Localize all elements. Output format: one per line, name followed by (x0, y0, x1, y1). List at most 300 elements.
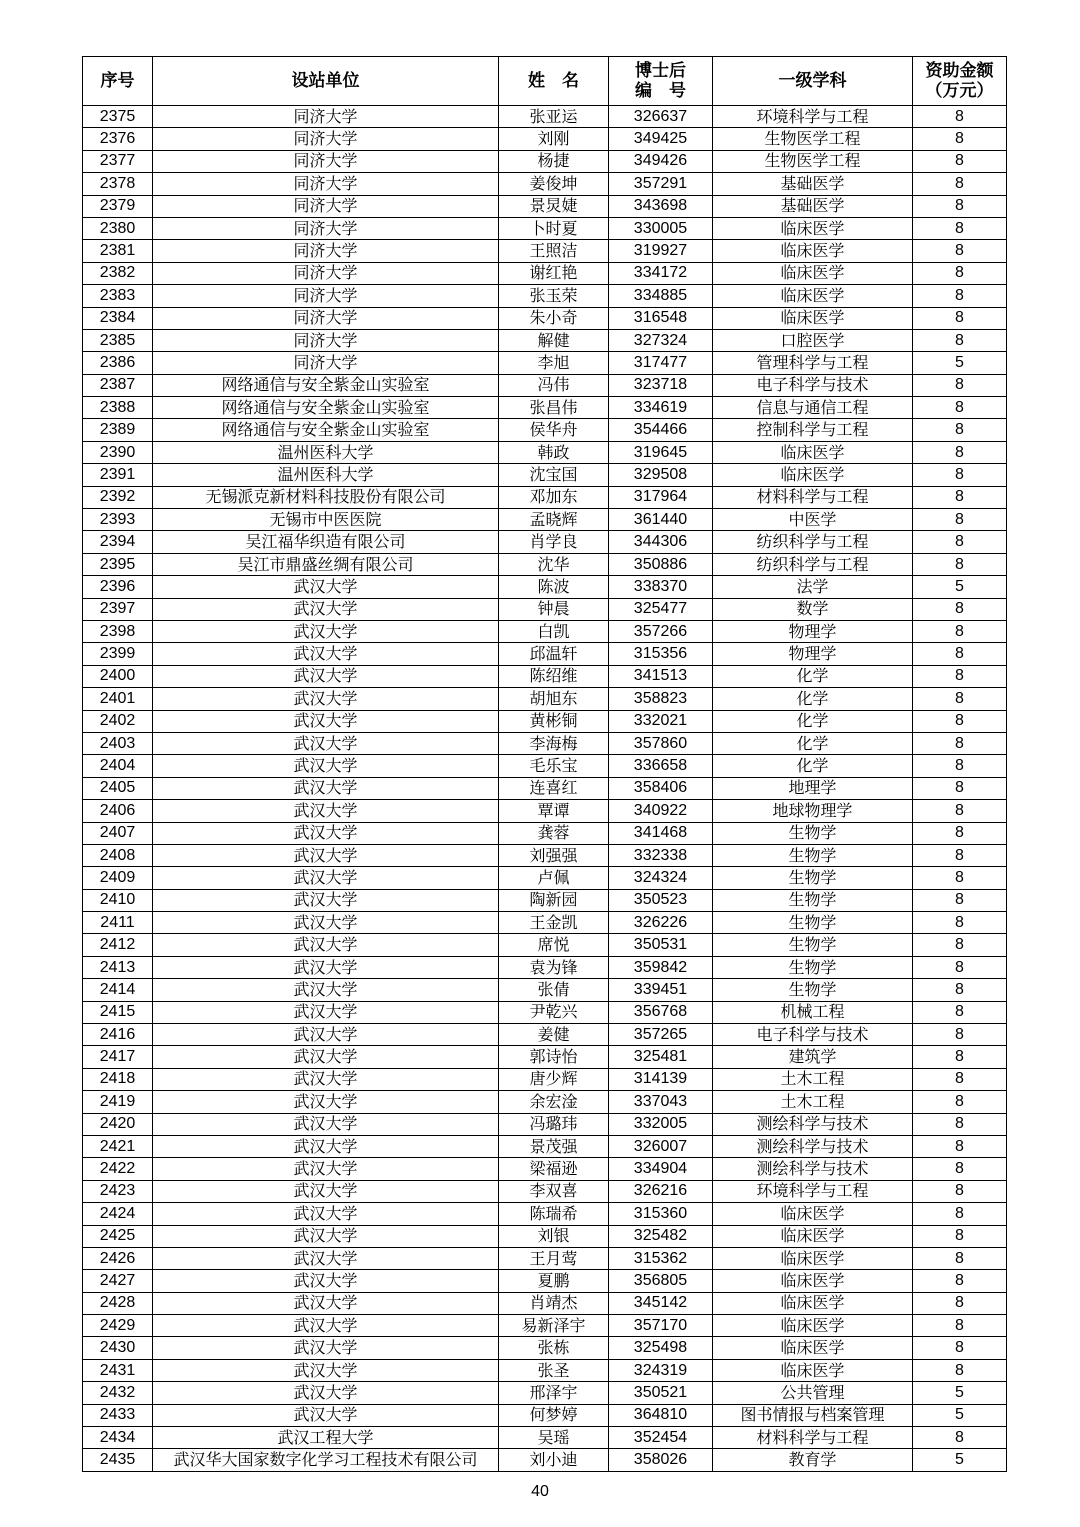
cell-unit: 无锡市中医医院 (153, 509, 499, 531)
cell-postdoc-id: 356768 (609, 1001, 713, 1023)
cell-seq: 2387 (83, 374, 153, 396)
table-row (83, 441, 1007, 463)
cell-discipline: 生物学 (713, 844, 913, 866)
cell-postdoc-id: 357291 (609, 173, 713, 195)
cell-discipline: 信息与通信工程 (713, 397, 913, 419)
cell-seq: 2376 (83, 128, 153, 150)
cell-name: 刘强强 (499, 844, 609, 866)
cell-seq: 2401 (83, 688, 153, 710)
table-row (83, 710, 1007, 732)
cell-postdoc-id: 340922 (609, 800, 713, 822)
cell-amount: 8 (913, 1292, 1007, 1314)
cell-unit: 武汉大学 (153, 598, 499, 620)
cell-discipline: 化学 (713, 688, 913, 710)
cell-postdoc-id: 358026 (609, 1449, 713, 1471)
cell-unit: 温州医科大学 (153, 464, 499, 486)
cell-unit: 武汉大学 (153, 1068, 499, 1090)
cell-amount: 8 (913, 800, 1007, 822)
cell-name: 姜俊坤 (499, 173, 609, 195)
cell-seq: 2394 (83, 531, 153, 553)
table-row (83, 217, 1007, 239)
cell-amount: 8 (913, 441, 1007, 463)
cell-seq: 2433 (83, 1404, 153, 1426)
cell-unit: 同济大学 (153, 150, 499, 172)
cell-unit: 武汉大学 (153, 1225, 499, 1247)
table-row (83, 329, 1007, 351)
cell-discipline: 建筑学 (713, 1046, 913, 1068)
cell-discipline: 临床医学 (713, 1292, 913, 1314)
table-row (83, 800, 1007, 822)
table-row (83, 1091, 1007, 1113)
table-row (83, 889, 1007, 911)
cell-amount: 8 (913, 374, 1007, 396)
cell-name: 王月莺 (499, 1247, 609, 1269)
cell-postdoc-id: 332005 (609, 1113, 713, 1135)
cell-discipline: 纺织科学与工程 (713, 553, 913, 575)
cell-discipline: 临床医学 (713, 464, 913, 486)
cell-postdoc-id: 357170 (609, 1315, 713, 1337)
cell-amount: 8 (913, 1024, 1007, 1046)
cell-name: 席悦 (499, 934, 609, 956)
table-row (83, 173, 1007, 195)
header-amount-line2: （万元） (925, 81, 994, 100)
cell-postdoc-id: 337043 (609, 1091, 713, 1113)
cell-name: 张昌伟 (499, 397, 609, 419)
cell-name: 沈华 (499, 553, 609, 575)
cell-name: 李旭 (499, 352, 609, 374)
cell-name: 郭诗怡 (499, 1046, 609, 1068)
cell-postdoc-id: 357265 (609, 1024, 713, 1046)
cell-discipline: 材料科学与工程 (713, 486, 913, 508)
table-row (83, 732, 1007, 754)
cell-amount: 8 (913, 889, 1007, 911)
cell-name: 李双喜 (499, 1180, 609, 1202)
table-row (83, 128, 1007, 150)
cell-amount: 8 (913, 195, 1007, 217)
cell-seq: 2377 (83, 150, 153, 172)
cell-name: 毛乐宝 (499, 755, 609, 777)
table-row (83, 1359, 1007, 1381)
cell-postdoc-id: 329508 (609, 464, 713, 486)
cell-amount: 8 (913, 1270, 1007, 1292)
cell-postdoc-id: 344306 (609, 531, 713, 553)
cell-name: 姜健 (499, 1024, 609, 1046)
cell-amount: 8 (913, 509, 1007, 531)
table-row (83, 1404, 1007, 1426)
table-row (83, 150, 1007, 172)
cell-unit: 武汉华大国家数字化学习工程技术有限公司 (153, 1449, 499, 1471)
cell-amount: 5 (913, 1382, 1007, 1404)
header-discipline: 一级学科 (713, 57, 913, 106)
cell-name: 邱温轩 (499, 643, 609, 665)
cell-seq: 2423 (83, 1180, 153, 1202)
cell-seq: 2418 (83, 1068, 153, 1090)
cell-discipline: 临床医学 (713, 1315, 913, 1337)
cell-seq: 2403 (83, 732, 153, 754)
cell-discipline: 基础医学 (713, 195, 913, 217)
cell-name: 王照洁 (499, 240, 609, 262)
cell-name: 张倩 (499, 979, 609, 1001)
cell-amount: 8 (913, 710, 1007, 732)
table-row (83, 688, 1007, 710)
cell-unit: 武汉大学 (153, 889, 499, 911)
cell-seq: 2405 (83, 777, 153, 799)
cell-discipline: 环境科学与工程 (713, 106, 913, 128)
cell-seq: 2416 (83, 1024, 153, 1046)
table-row (83, 486, 1007, 508)
table-row (83, 553, 1007, 575)
cell-name: 刘小迪 (499, 1449, 609, 1471)
cell-name: 夏鹏 (499, 1270, 609, 1292)
cell-unit: 武汉大学 (153, 1270, 499, 1292)
table-row (83, 934, 1007, 956)
cell-unit: 武汉大学 (153, 800, 499, 822)
cell-discipline: 生物学 (713, 867, 913, 889)
cell-name: 余宏淦 (499, 1091, 609, 1113)
table-row (83, 1225, 1007, 1247)
cell-postdoc-id: 343698 (609, 195, 713, 217)
table-row (83, 262, 1007, 284)
cell-amount: 8 (913, 329, 1007, 351)
cell-name: 覃谭 (499, 800, 609, 822)
cell-unit: 武汉大学 (153, 1113, 499, 1135)
cell-seq: 2383 (83, 285, 153, 307)
cell-discipline: 测绘科学与技术 (713, 1158, 913, 1180)
cell-seq: 2396 (83, 576, 153, 598)
cell-name: 陈绍维 (499, 665, 609, 687)
cell-seq: 2389 (83, 419, 153, 441)
cell-unit: 武汉大学 (153, 1337, 499, 1359)
cell-amount: 8 (913, 106, 1007, 128)
table-row (83, 1203, 1007, 1225)
cell-postdoc-id: 345142 (609, 1292, 713, 1314)
cell-seq: 2402 (83, 710, 153, 732)
cell-unit: 武汉大学 (153, 1382, 499, 1404)
table-row (83, 1337, 1007, 1359)
cell-unit: 温州医科大学 (153, 441, 499, 463)
cell-seq: 2420 (83, 1113, 153, 1135)
cell-name: 梁福逊 (499, 1158, 609, 1180)
cell-unit: 同济大学 (153, 128, 499, 150)
cell-amount: 8 (913, 1315, 1007, 1337)
cell-discipline: 生物学 (713, 822, 913, 844)
cell-seq: 2379 (83, 195, 153, 217)
cell-postdoc-id: 352454 (609, 1427, 713, 1449)
table-row (83, 1270, 1007, 1292)
cell-postdoc-id: 330005 (609, 217, 713, 239)
cell-postdoc-id: 315360 (609, 1203, 713, 1225)
cell-seq: 2382 (83, 262, 153, 284)
cell-unit: 网络通信与安全紫金山实验室 (153, 397, 499, 419)
cell-name: 景炅婕 (499, 195, 609, 217)
cell-unit: 武汉大学 (153, 1001, 499, 1023)
cell-name: 卢佩 (499, 867, 609, 889)
cell-unit: 武汉大学 (153, 844, 499, 866)
cell-discipline: 临床医学 (713, 1225, 913, 1247)
cell-unit: 同济大学 (153, 352, 499, 374)
cell-postdoc-id: 316548 (609, 307, 713, 329)
cell-name: 景茂强 (499, 1135, 609, 1157)
cell-name: 张玉荣 (499, 285, 609, 307)
cell-seq: 2410 (83, 889, 153, 911)
cell-unit: 同济大学 (153, 285, 499, 307)
cell-discipline: 化学 (713, 665, 913, 687)
cell-unit: 武汉大学 (153, 1315, 499, 1337)
cell-discipline: 中医学 (713, 509, 913, 531)
cell-discipline: 物理学 (713, 620, 913, 642)
cell-seq: 2388 (83, 397, 153, 419)
cell-seq: 2397 (83, 598, 153, 620)
cell-unit: 同济大学 (153, 240, 499, 262)
cell-seq: 2421 (83, 1135, 153, 1157)
table-row (83, 665, 1007, 687)
cell-postdoc-id: 326637 (609, 106, 713, 128)
cell-seq: 2408 (83, 844, 153, 866)
cell-amount: 8 (913, 531, 1007, 553)
table-row (83, 285, 1007, 307)
cell-name: 尹乾兴 (499, 1001, 609, 1023)
cell-name: 陈瑞希 (499, 1203, 609, 1225)
cell-postdoc-id: 350521 (609, 1382, 713, 1404)
cell-unit: 同济大学 (153, 329, 499, 351)
cell-unit: 武汉大学 (153, 1404, 499, 1426)
table-row (83, 1427, 1007, 1449)
cell-seq: 2392 (83, 486, 153, 508)
cell-amount: 8 (913, 844, 1007, 866)
cell-amount: 5 (913, 1449, 1007, 1471)
cell-postdoc-id: 332021 (609, 710, 713, 732)
cell-discipline: 生物医学工程 (713, 150, 913, 172)
cell-postdoc-id: 326216 (609, 1180, 713, 1202)
cell-seq: 2417 (83, 1046, 153, 1068)
cell-postdoc-id: 334885 (609, 285, 713, 307)
cell-amount: 8 (913, 1337, 1007, 1359)
cell-discipline: 临床医学 (713, 1359, 913, 1381)
cell-seq: 2395 (83, 553, 153, 575)
cell-postdoc-id: 314139 (609, 1068, 713, 1090)
cell-name: 侯华舟 (499, 419, 609, 441)
table-row (83, 195, 1007, 217)
table-row (83, 1135, 1007, 1157)
cell-amount: 8 (913, 1001, 1007, 1023)
cell-unit: 同济大学 (153, 195, 499, 217)
cell-unit: 同济大学 (153, 262, 499, 284)
cell-seq: 2431 (83, 1359, 153, 1381)
cell-postdoc-id: 325481 (609, 1046, 713, 1068)
cell-name: 袁为锋 (499, 956, 609, 978)
cell-amount: 8 (913, 128, 1007, 150)
cell-name: 邓加东 (499, 486, 609, 508)
cell-discipline: 测绘科学与技术 (713, 1113, 913, 1135)
table-row (83, 1113, 1007, 1135)
cell-seq: 2391 (83, 464, 153, 486)
cell-amount: 8 (913, 1046, 1007, 1068)
cell-amount: 8 (913, 822, 1007, 844)
cell-seq: 2390 (83, 441, 153, 463)
cell-name: 连喜红 (499, 777, 609, 799)
cell-postdoc-id: 350523 (609, 889, 713, 911)
table-row (83, 755, 1007, 777)
table-row (83, 1315, 1007, 1337)
header-row (83, 57, 1007, 106)
cell-discipline: 地理学 (713, 777, 913, 799)
cell-unit: 武汉工程大学 (153, 1427, 499, 1449)
cell-unit: 武汉大学 (153, 688, 499, 710)
cell-postdoc-id: 315362 (609, 1247, 713, 1269)
cell-amount: 8 (913, 285, 1007, 307)
table-row (83, 1382, 1007, 1404)
cell-amount: 8 (913, 1158, 1007, 1180)
cell-seq: 2419 (83, 1091, 153, 1113)
header-name: 姓 名 (499, 57, 609, 106)
cell-amount: 8 (913, 397, 1007, 419)
cell-discipline: 机械工程 (713, 1001, 913, 1023)
cell-unit: 武汉大学 (153, 1024, 499, 1046)
table-row (83, 1024, 1007, 1046)
cell-seq: 2381 (83, 240, 153, 262)
table-row (83, 979, 1007, 1001)
header-postdoc-line2: 编 号 (635, 81, 686, 100)
cell-discipline: 临床医学 (713, 1337, 913, 1359)
cell-discipline: 生物学 (713, 912, 913, 934)
cell-name: 张圣 (499, 1359, 609, 1381)
cell-seq: 2380 (83, 217, 153, 239)
cell-postdoc-id: 317964 (609, 486, 713, 508)
cell-unit: 网络通信与安全紫金山实验室 (153, 374, 499, 396)
cell-postdoc-id: 315356 (609, 643, 713, 665)
cell-amount: 8 (913, 1359, 1007, 1381)
cell-seq: 2411 (83, 912, 153, 934)
cell-unit: 吴江福华织造有限公司 (153, 531, 499, 553)
cell-postdoc-id: 338370 (609, 576, 713, 598)
cell-discipline: 公共管理 (713, 1382, 913, 1404)
cell-postdoc-id: 325477 (609, 598, 713, 620)
cell-amount: 8 (913, 1135, 1007, 1157)
cell-name: 孟晓辉 (499, 509, 609, 531)
cell-discipline: 生物学 (713, 956, 913, 978)
cell-unit: 武汉大学 (153, 934, 499, 956)
cell-name: 谢红艳 (499, 262, 609, 284)
cell-amount: 8 (913, 1113, 1007, 1135)
cell-postdoc-id: 334172 (609, 262, 713, 284)
cell-discipline: 纺织科学与工程 (713, 531, 913, 553)
cell-seq: 2378 (83, 173, 153, 195)
cell-unit: 武汉大学 (153, 1180, 499, 1202)
cell-postdoc-id: 324319 (609, 1359, 713, 1381)
cell-unit: 武汉大学 (153, 643, 499, 665)
cell-postdoc-id: 350531 (609, 934, 713, 956)
cell-name: 陶新园 (499, 889, 609, 911)
cell-unit: 武汉大学 (153, 732, 499, 754)
cell-seq: 2399 (83, 643, 153, 665)
cell-amount: 8 (913, 979, 1007, 1001)
cell-unit: 武汉大学 (153, 1292, 499, 1314)
cell-amount: 8 (913, 1091, 1007, 1113)
cell-amount: 5 (913, 1404, 1007, 1426)
cell-seq: 2434 (83, 1427, 153, 1449)
cell-postdoc-id: 357266 (609, 620, 713, 642)
cell-amount: 8 (913, 1247, 1007, 1269)
cell-seq: 2409 (83, 867, 153, 889)
cell-postdoc-id: 357860 (609, 732, 713, 754)
cell-seq: 2425 (83, 1225, 153, 1247)
header-seq: 序号 (83, 57, 153, 106)
table-row (83, 1292, 1007, 1314)
cell-amount: 8 (913, 934, 1007, 956)
cell-discipline: 化学 (713, 710, 913, 732)
cell-discipline: 电子科学与技术 (713, 374, 913, 396)
cell-name: 张亚运 (499, 106, 609, 128)
table-header (83, 57, 1007, 106)
table-row (83, 352, 1007, 374)
cell-unit: 武汉大学 (153, 1247, 499, 1269)
cell-amount: 8 (913, 240, 1007, 262)
funding-table (82, 56, 1007, 1472)
cell-seq: 2435 (83, 1449, 153, 1471)
cell-postdoc-id: 358406 (609, 777, 713, 799)
cell-name: 肖学良 (499, 531, 609, 553)
table-row (83, 1046, 1007, 1068)
cell-unit: 武汉大学 (153, 822, 499, 844)
cell-amount: 8 (913, 755, 1007, 777)
cell-amount: 8 (913, 1225, 1007, 1247)
cell-name: 易新泽宇 (499, 1315, 609, 1337)
cell-postdoc-id: 336658 (609, 755, 713, 777)
cell-unit: 同济大学 (153, 307, 499, 329)
cell-discipline: 临床医学 (713, 441, 913, 463)
cell-seq: 2406 (83, 800, 153, 822)
cell-discipline: 临床医学 (713, 285, 913, 307)
cell-unit: 武汉大学 (153, 979, 499, 1001)
cell-unit: 武汉大学 (153, 710, 499, 732)
cell-discipline: 电子科学与技术 (713, 1024, 913, 1046)
cell-postdoc-id: 324324 (609, 867, 713, 889)
cell-postdoc-id: 358823 (609, 688, 713, 710)
table-row (83, 620, 1007, 642)
cell-unit: 武汉大学 (153, 755, 499, 777)
cell-postdoc-id: 332338 (609, 844, 713, 866)
cell-postdoc-id: 327324 (609, 329, 713, 351)
cell-postdoc-id: 350886 (609, 553, 713, 575)
cell-seq: 2385 (83, 329, 153, 351)
header-postdoc-id (609, 57, 713, 106)
cell-seq: 2384 (83, 307, 153, 329)
cell-discipline: 临床医学 (713, 1247, 913, 1269)
cell-unit: 网络通信与安全紫金山实验室 (153, 419, 499, 441)
cell-unit: 武汉大学 (153, 1046, 499, 1068)
cell-discipline: 生物学 (713, 934, 913, 956)
cell-unit: 同济大学 (153, 217, 499, 239)
cell-postdoc-id: 325498 (609, 1337, 713, 1359)
table-row (83, 240, 1007, 262)
cell-unit: 武汉大学 (153, 576, 499, 598)
cell-amount: 8 (913, 643, 1007, 665)
cell-seq: 2400 (83, 665, 153, 687)
cell-postdoc-id: 359842 (609, 956, 713, 978)
cell-amount: 8 (913, 620, 1007, 642)
cell-discipline: 管理科学与工程 (713, 352, 913, 374)
cell-seq: 2404 (83, 755, 153, 777)
cell-discipline: 临床医学 (713, 240, 913, 262)
cell-amount: 8 (913, 956, 1007, 978)
cell-unit: 同济大学 (153, 106, 499, 128)
cell-name: 韩政 (499, 441, 609, 463)
table-row (83, 598, 1007, 620)
table-row (83, 531, 1007, 553)
cell-seq: 2414 (83, 979, 153, 1001)
cell-seq: 2427 (83, 1270, 153, 1292)
cell-name: 朱小奇 (499, 307, 609, 329)
